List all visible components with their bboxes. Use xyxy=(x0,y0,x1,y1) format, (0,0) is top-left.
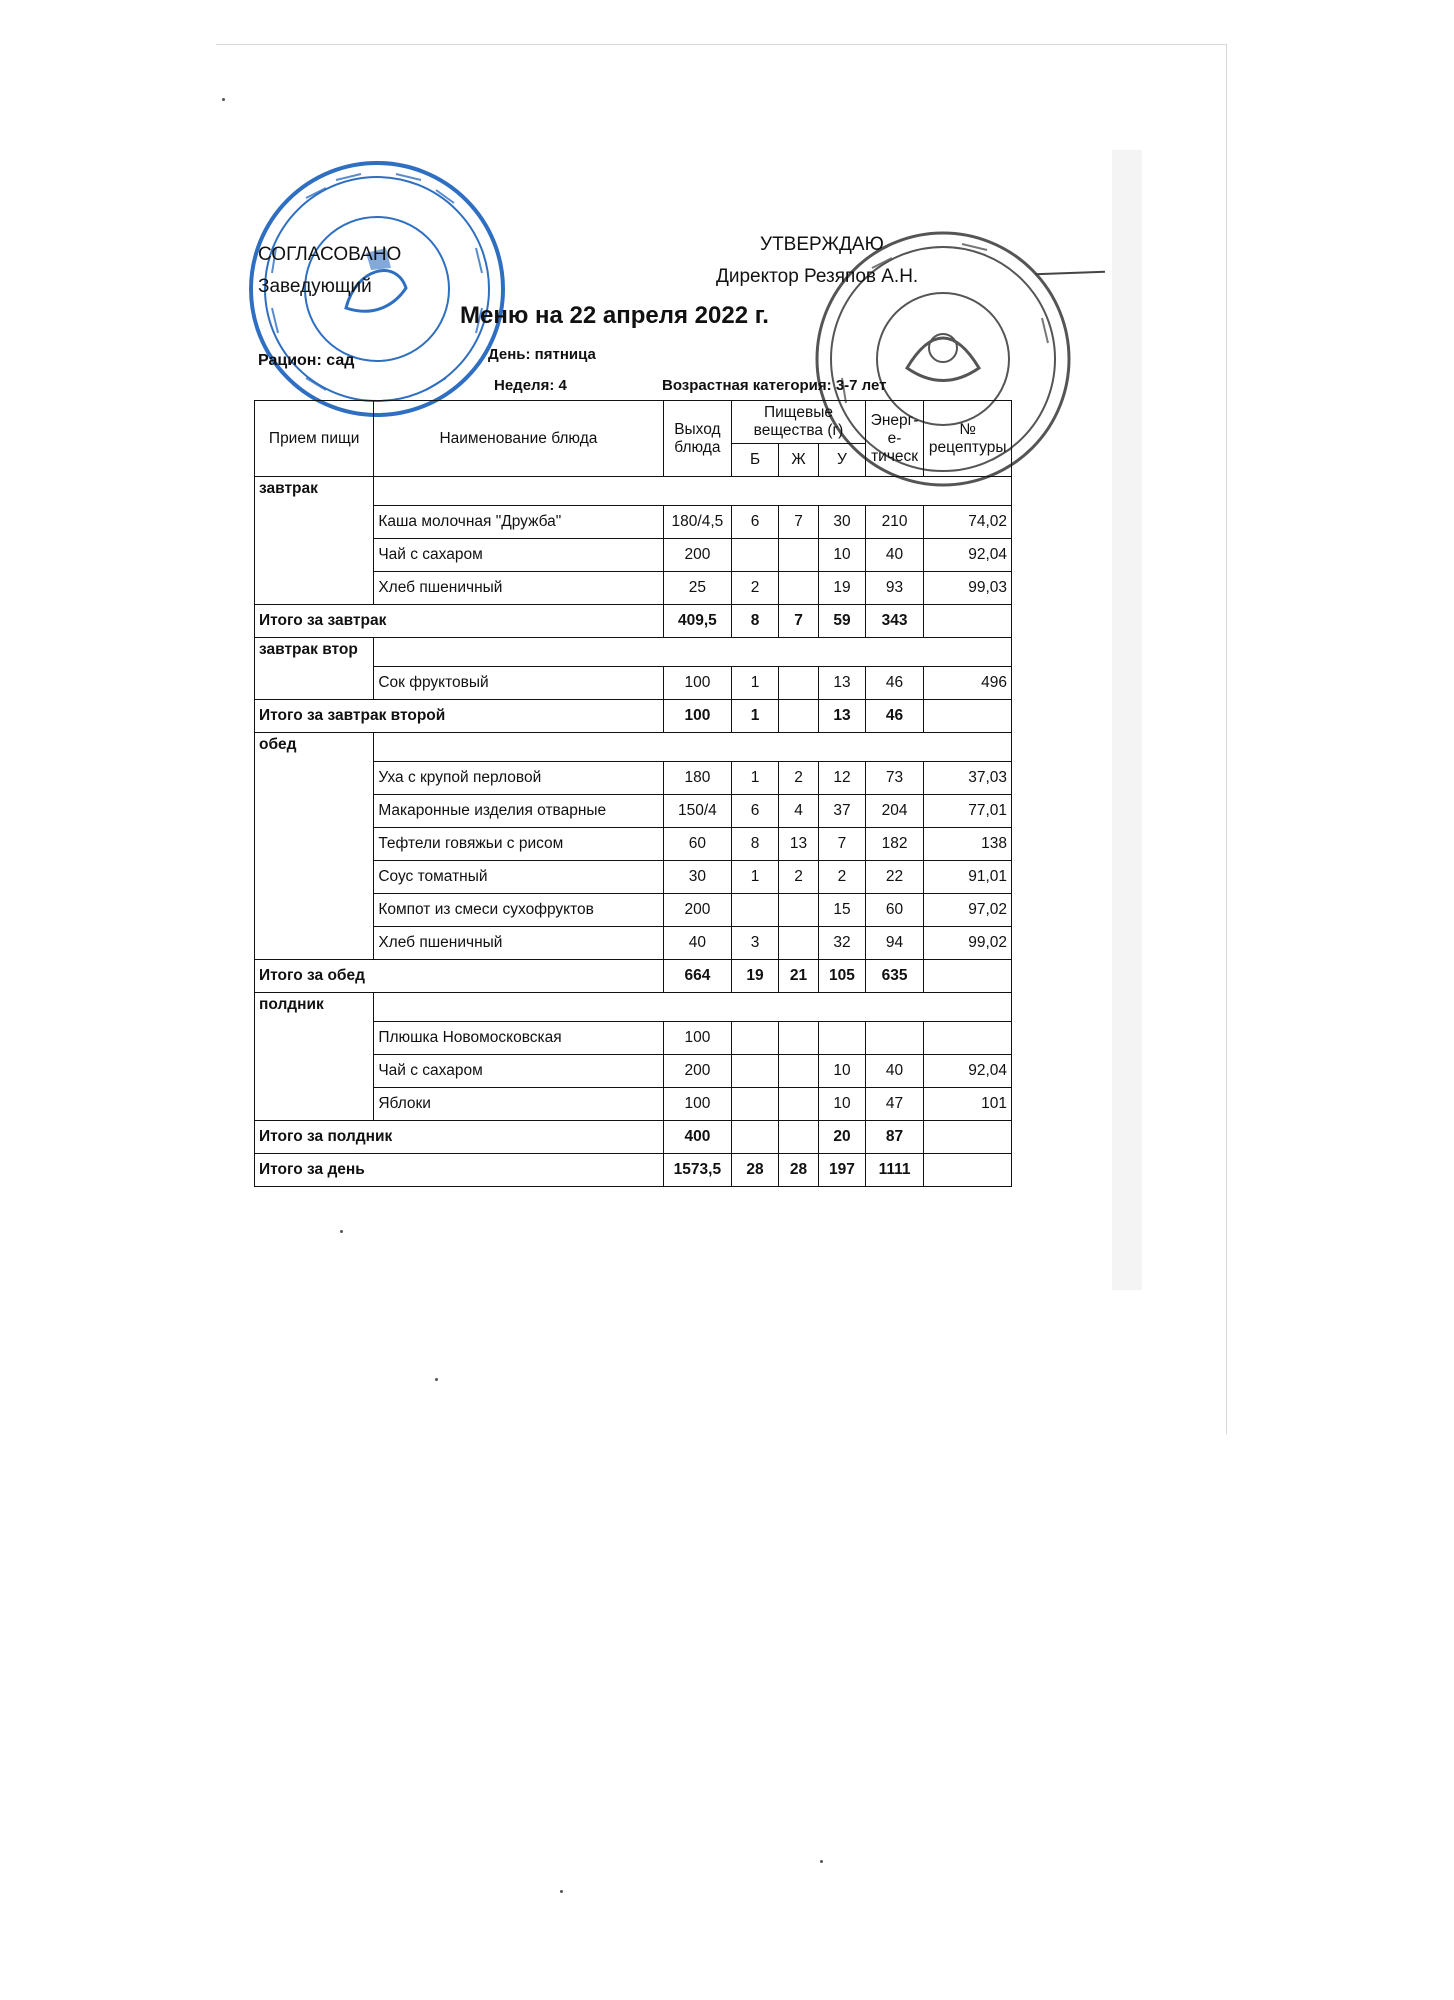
day-total-fat: 28 xyxy=(778,1154,818,1187)
fat-value: 13 xyxy=(778,828,818,861)
dish-name: Хлеб пшеничный xyxy=(374,927,663,960)
total-fat xyxy=(778,700,818,733)
carbs-value: 15 xyxy=(819,894,866,927)
recipe-number: 496 xyxy=(924,667,1012,700)
menu-title: Меню на 22 апреля 2022 г. xyxy=(460,302,769,329)
total-protein: 8 xyxy=(732,605,779,638)
meal-section-row xyxy=(255,477,1012,506)
scan-show-through xyxy=(1112,150,1142,1290)
blank-cell xyxy=(374,477,1012,506)
day-total-energy: 1111 xyxy=(865,1154,924,1187)
col-u: У xyxy=(819,444,866,477)
protein-value xyxy=(732,1022,779,1055)
recipe-number: 101 xyxy=(924,1088,1012,1121)
carbs-value: 2 xyxy=(819,861,866,894)
director-label: Директор Резяпов А.Н. xyxy=(716,266,919,287)
carbs-value: 7 xyxy=(819,828,866,861)
protein-value: 8 xyxy=(732,828,779,861)
fat-value: 2 xyxy=(778,762,818,795)
dish-name: Уха с крупой перловой xyxy=(374,762,663,795)
carbs-value: 10 xyxy=(819,1088,866,1121)
protein-value: 2 xyxy=(732,572,779,605)
dish-name: Плюшка Новомосковская xyxy=(374,1022,663,1055)
carbs-value xyxy=(819,1022,866,1055)
total-yield: 400 xyxy=(663,1121,732,1154)
carbs-value: 37 xyxy=(819,795,866,828)
dish-yield: 25 xyxy=(663,572,732,605)
protein-value: 3 xyxy=(732,927,779,960)
ration-label: Рацион: сад xyxy=(258,352,355,369)
blank-cell xyxy=(374,733,1012,762)
total-label: Итого за полдник xyxy=(255,1121,664,1154)
meal-section-row xyxy=(255,638,1012,667)
agreed-label: СОГЛАСОВАНО xyxy=(258,244,402,265)
protein-value: 1 xyxy=(732,861,779,894)
carbs-value: 30 xyxy=(819,506,866,539)
total-yield: 409,5 xyxy=(663,605,732,638)
meal-name: полдник xyxy=(255,993,374,1121)
meal-total-row xyxy=(255,605,1012,638)
total-fat: 7 xyxy=(778,605,818,638)
fat-value: 4 xyxy=(778,795,818,828)
recipe-number: 97,02 xyxy=(924,894,1012,927)
fat-value xyxy=(778,1088,818,1121)
carbs-value: 10 xyxy=(819,539,866,572)
protein-value: 6 xyxy=(732,795,779,828)
recipe-number: 92,04 xyxy=(924,539,1012,572)
fat-value xyxy=(778,1022,818,1055)
total-carbs: 20 xyxy=(819,1121,866,1154)
blank-cell xyxy=(924,1154,1012,1187)
dish-name: Компот из смеси сухофруктов xyxy=(374,894,663,927)
energy-value: 73 xyxy=(865,762,924,795)
col-dish: Наименование блюда xyxy=(374,401,663,477)
dish-name: Каша молочная "Дружба" xyxy=(374,506,663,539)
dish-name: Соус томатный xyxy=(374,861,663,894)
meal-total-row xyxy=(255,1121,1012,1154)
col-recipe: № рецептуры xyxy=(924,401,1012,477)
col-b: Б xyxy=(732,444,779,477)
carbs-value: 13 xyxy=(819,667,866,700)
recipe-number: 138 xyxy=(924,828,1012,861)
col-meal: Прием пищи xyxy=(255,401,374,477)
total-label: Итого за завтрак второй xyxy=(255,700,664,733)
menu-table xyxy=(254,400,1012,1187)
blank-cell xyxy=(924,605,1012,638)
dish-name: Тефтели говяжьи с рисом xyxy=(374,828,663,861)
energy-value: 60 xyxy=(865,894,924,927)
fat-value xyxy=(778,572,818,605)
recipe-number xyxy=(924,1022,1012,1055)
fat-value: 7 xyxy=(778,506,818,539)
total-yield: 664 xyxy=(663,960,732,993)
dish-name: Чай с сахаром xyxy=(374,539,663,572)
blank-cell xyxy=(374,993,1012,1022)
meal-total-row xyxy=(255,700,1012,733)
energy-value: 182 xyxy=(865,828,924,861)
day-total-protein: 28 xyxy=(732,1154,779,1187)
dish-yield: 100 xyxy=(663,1022,732,1055)
meal-name: обед xyxy=(255,733,374,960)
protein-value: 1 xyxy=(732,667,779,700)
total-protein: 19 xyxy=(732,960,779,993)
blank-cell xyxy=(924,960,1012,993)
dish-name: Хлеб пшеничный xyxy=(374,572,663,605)
fat-value xyxy=(778,894,818,927)
day-total-carbs: 197 xyxy=(819,1154,866,1187)
dish-yield: 40 xyxy=(663,927,732,960)
recipe-number: 74,02 xyxy=(924,506,1012,539)
day-total-row xyxy=(255,1154,1012,1187)
energy-value: 210 xyxy=(865,506,924,539)
dish-yield: 60 xyxy=(663,828,732,861)
fat-value xyxy=(778,927,818,960)
blank-cell xyxy=(924,1121,1012,1154)
col-zh: Ж xyxy=(778,444,818,477)
total-fat xyxy=(778,1121,818,1154)
age-category-label: Возрастная категория: 3-7 лет xyxy=(662,377,887,394)
recipe-number: 92,04 xyxy=(924,1055,1012,1088)
total-label: Итого за завтрак xyxy=(255,605,664,638)
energy-value: 93 xyxy=(865,572,924,605)
dish-name: Сок фруктовый xyxy=(374,667,663,700)
recipe-number: 99,03 xyxy=(924,572,1012,605)
protein-value xyxy=(732,1088,779,1121)
day-total-yield: 1573,5 xyxy=(663,1154,732,1187)
total-energy: 635 xyxy=(865,960,924,993)
dish-yield: 200 xyxy=(663,539,732,572)
day-total-label: Итого за день xyxy=(255,1154,664,1187)
energy-value: 40 xyxy=(865,1055,924,1088)
scan-speck xyxy=(222,98,225,101)
carbs-value: 12 xyxy=(819,762,866,795)
total-fat: 21 xyxy=(778,960,818,993)
fat-value xyxy=(778,667,818,700)
total-carbs: 59 xyxy=(819,605,866,638)
protein-value: 6 xyxy=(732,506,779,539)
recipe-number: 99,02 xyxy=(924,927,1012,960)
energy-value: 204 xyxy=(865,795,924,828)
blank-cell xyxy=(374,638,1012,667)
dish-yield: 100 xyxy=(663,1088,732,1121)
total-energy: 343 xyxy=(865,605,924,638)
week-label: Неделя: 4 xyxy=(494,377,567,394)
total-energy: 87 xyxy=(865,1121,924,1154)
protein-value xyxy=(732,1055,779,1088)
day-label: День: пятница xyxy=(488,346,596,363)
energy-value xyxy=(865,1022,924,1055)
scan-speck xyxy=(435,1378,438,1381)
total-carbs: 13 xyxy=(819,700,866,733)
recipe-number: 77,01 xyxy=(924,795,1012,828)
scan-speck xyxy=(560,1890,563,1893)
energy-value: 40 xyxy=(865,539,924,572)
fat-value xyxy=(778,1055,818,1088)
protein-value xyxy=(732,539,779,572)
total-label: Итого за обед xyxy=(255,960,664,993)
menu-table-body xyxy=(255,477,1012,1187)
energy-value: 94 xyxy=(865,927,924,960)
carbs-value: 32 xyxy=(819,927,866,960)
table-header-row xyxy=(255,401,1012,444)
meal-section-row xyxy=(255,733,1012,762)
dish-yield: 30 xyxy=(663,861,732,894)
col-energy: Энерг-е-тическ xyxy=(865,401,924,477)
dish-yield: 180/4,5 xyxy=(663,506,732,539)
approve-label: УТВЕРЖДАЮ xyxy=(760,234,884,255)
fat-value xyxy=(778,539,818,572)
director-signature xyxy=(1035,271,1105,275)
fat-value: 2 xyxy=(778,861,818,894)
energy-value: 46 xyxy=(865,667,924,700)
meal-section-row xyxy=(255,993,1012,1022)
energy-value: 47 xyxy=(865,1088,924,1121)
col-nutrients: Пищевые вещества (г) xyxy=(732,401,865,444)
carbs-value: 10 xyxy=(819,1055,866,1088)
total-protein xyxy=(732,1121,779,1154)
dish-yield: 100 xyxy=(663,667,732,700)
energy-value: 22 xyxy=(865,861,924,894)
scan-edge-right xyxy=(1226,44,1227,1434)
dish-yield: 200 xyxy=(663,894,732,927)
carbs-value: 19 xyxy=(819,572,866,605)
dish-yield: 200 xyxy=(663,1055,732,1088)
dish-yield: 180 xyxy=(663,762,732,795)
scan-speck xyxy=(820,1860,823,1863)
dish-yield: 150/4 xyxy=(663,795,732,828)
dish-name: Макаронные изделия отварные xyxy=(374,795,663,828)
recipe-number: 37,03 xyxy=(924,762,1012,795)
total-carbs: 105 xyxy=(819,960,866,993)
blank-cell xyxy=(924,700,1012,733)
col-yield: Выход блюда xyxy=(663,401,732,477)
dish-name: Яблоки xyxy=(374,1088,663,1121)
manager-label: Заведующий xyxy=(258,276,372,297)
recipe-number: 91,01 xyxy=(924,861,1012,894)
total-protein: 1 xyxy=(732,700,779,733)
meal-name: завтрак xyxy=(255,477,374,605)
meal-name: завтрак втор xyxy=(255,638,374,700)
meal-total-row xyxy=(255,960,1012,993)
scan-speck xyxy=(340,1230,343,1233)
total-energy: 46 xyxy=(865,700,924,733)
dish-name: Чай с сахаром xyxy=(374,1055,663,1088)
total-yield: 100 xyxy=(663,700,732,733)
protein-value: 1 xyxy=(732,762,779,795)
protein-value xyxy=(732,894,779,927)
scan-edge-top xyxy=(216,44,1226,45)
